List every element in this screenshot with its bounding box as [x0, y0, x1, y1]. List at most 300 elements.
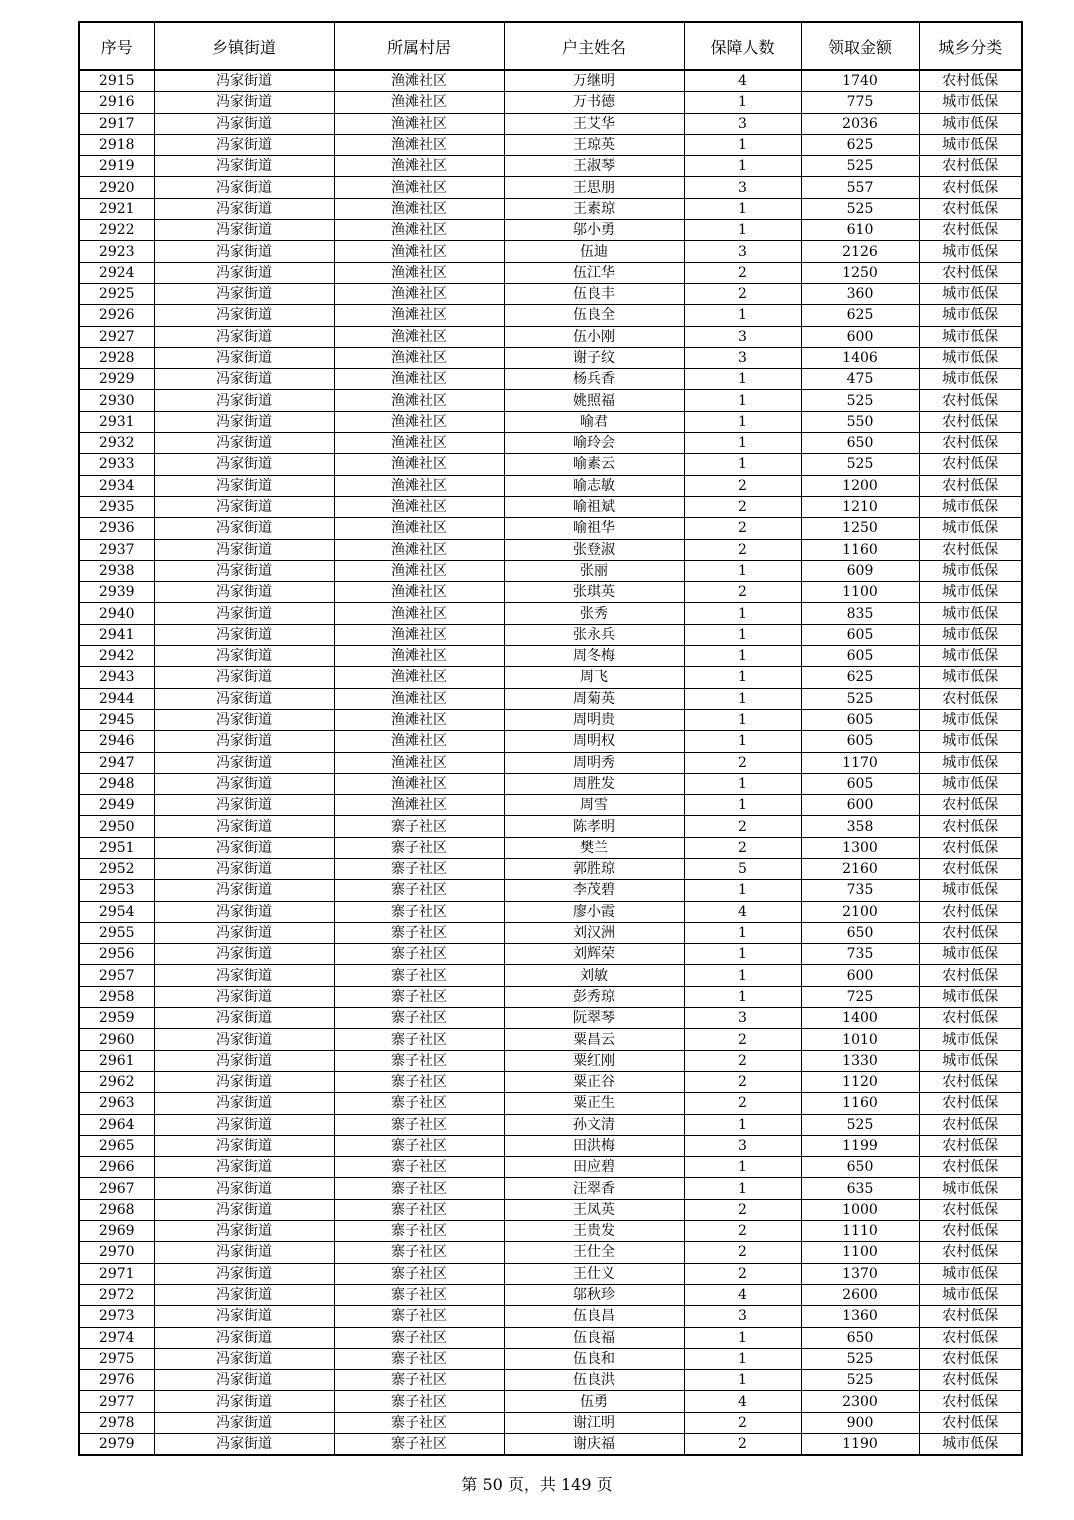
cell-township: 冯家街道: [154, 1284, 334, 1305]
cell-community: 渔滩社区: [334, 688, 504, 709]
table-row: [79, 1008, 1022, 1029]
table-row: [79, 922, 1022, 943]
cell-householder-name: 邬小勇: [504, 220, 684, 241]
cell-amount: 605: [801, 731, 919, 752]
cell-covered-persons: 1: [684, 965, 801, 986]
cell-covered-persons: 1: [684, 922, 801, 943]
cell-householder-name: 廖小霞: [504, 901, 684, 922]
table-row: [79, 880, 1022, 901]
cell-amount: 605: [801, 709, 919, 730]
table-row: [79, 198, 1022, 219]
table-row: [79, 816, 1022, 837]
cell-amount: 1200: [801, 475, 919, 496]
cell-category: 农村低保: [919, 1199, 1022, 1220]
cell-householder-name: 喻祖斌: [504, 496, 684, 517]
cell-covered-persons: 2: [684, 283, 801, 304]
cell-amount: 835: [801, 603, 919, 624]
cell-covered-persons: 4: [684, 901, 801, 922]
cell-covered-persons: 1: [684, 731, 801, 752]
cell-householder-name: 万继明: [504, 70, 684, 92]
cell-community: 寨子社区: [334, 1284, 504, 1305]
cell-category: 农村低保: [919, 1242, 1022, 1263]
cell-serial-number: 2952: [79, 858, 154, 879]
cell-category: 城市低保: [919, 752, 1022, 773]
cell-category: 农村低保: [919, 177, 1022, 198]
welfare-table-container: [78, 21, 1021, 1456]
table-row: [79, 773, 1022, 794]
cell-serial-number: 2919: [79, 156, 154, 177]
table-row: [79, 496, 1022, 517]
cell-category: 农村低保: [919, 965, 1022, 986]
cell-covered-persons: 2: [684, 1071, 801, 1092]
cell-serial-number: 2964: [79, 1114, 154, 1135]
cell-community: 寨子社区: [334, 1199, 504, 1220]
table-row: [79, 1071, 1022, 1092]
table-row: [79, 1263, 1022, 1284]
cell-township: 冯家街道: [154, 539, 334, 560]
cell-amount: 475: [801, 369, 919, 390]
cell-serial-number: 2927: [79, 326, 154, 347]
cell-township: 冯家街道: [154, 411, 334, 432]
cell-township: 冯家街道: [154, 646, 334, 667]
cell-amount: 1250: [801, 262, 919, 283]
table-row: [79, 70, 1022, 92]
cell-serial-number: 2976: [79, 1370, 154, 1391]
cell-householder-name: 伍良全: [504, 305, 684, 326]
cell-community: 寨子社区: [334, 1050, 504, 1071]
table-row: [79, 1412, 1022, 1433]
cell-category: 农村低保: [919, 795, 1022, 816]
cell-amount: 525: [801, 1114, 919, 1135]
cell-amount: 609: [801, 560, 919, 581]
cell-amount: 550: [801, 411, 919, 432]
cell-community: 渔滩社区: [334, 603, 504, 624]
cell-amount: 600: [801, 965, 919, 986]
cell-covered-persons: 1: [684, 411, 801, 432]
cell-community: 渔滩社区: [334, 113, 504, 134]
cell-householder-name: 陈孝明: [504, 816, 684, 837]
cell-serial-number: 2960: [79, 1029, 154, 1050]
cell-householder-name: 谢子纹: [504, 347, 684, 368]
cell-township: 冯家街道: [154, 454, 334, 475]
cell-amount: 1100: [801, 1242, 919, 1263]
cell-serial-number: 2935: [79, 496, 154, 517]
cell-covered-persons: 1: [684, 1114, 801, 1135]
table-row: [79, 220, 1022, 241]
cell-householder-name: 王素琼: [504, 198, 684, 219]
cell-category: 农村低保: [919, 475, 1022, 496]
cell-covered-persons: 1: [684, 305, 801, 326]
cell-community: 渔滩社区: [334, 92, 504, 113]
table-row: [79, 1391, 1022, 1412]
cell-township: 冯家街道: [154, 326, 334, 347]
cell-township: 冯家街道: [154, 1327, 334, 1348]
cell-amount: 735: [801, 944, 919, 965]
cell-covered-persons: 2: [684, 1199, 801, 1220]
cell-community: 渔滩社区: [334, 518, 504, 539]
cell-amount: 525: [801, 454, 919, 475]
cell-township: 冯家街道: [154, 986, 334, 1007]
cell-category: 城市低保: [919, 283, 1022, 304]
cell-householder-name: 伍良丰: [504, 283, 684, 304]
cell-community: 渔滩社区: [334, 773, 504, 794]
cell-community: 渔滩社区: [334, 646, 504, 667]
cell-amount: 525: [801, 390, 919, 411]
cell-amount: 1330: [801, 1050, 919, 1071]
cell-covered-persons: 2: [684, 1263, 801, 1284]
cell-category: 城市低保: [919, 944, 1022, 965]
cell-category: 农村低保: [919, 1327, 1022, 1348]
cell-householder-name: 王凤英: [504, 1199, 684, 1220]
cell-serial-number: 2954: [79, 901, 154, 922]
cell-township: 冯家街道: [154, 1093, 334, 1114]
cell-serial-number: 2975: [79, 1348, 154, 1369]
cell-category: 城市低保: [919, 1263, 1022, 1284]
cell-community: 寨子社区: [334, 1434, 504, 1456]
cell-covered-persons: 4: [684, 70, 801, 92]
cell-amount: 557: [801, 177, 919, 198]
cell-amount: 525: [801, 156, 919, 177]
table-row: [79, 1114, 1022, 1135]
table-row: [79, 709, 1022, 730]
cell-householder-name: 伍小刚: [504, 326, 684, 347]
table-row: [79, 1434, 1022, 1456]
cell-amount: 1400: [801, 1008, 919, 1029]
header-community: 所属村居: [334, 22, 504, 70]
cell-community: 寨子社区: [334, 816, 504, 837]
cell-covered-persons: 1: [684, 624, 801, 645]
cell-covered-persons: 2: [684, 539, 801, 560]
cell-serial-number: 2936: [79, 518, 154, 539]
cell-serial-number: 2941: [79, 624, 154, 645]
table-row: [79, 1327, 1022, 1348]
cell-township: 冯家街道: [154, 1029, 334, 1050]
cell-township: 冯家街道: [154, 1008, 334, 1029]
cell-covered-persons: 3: [684, 1135, 801, 1156]
cell-community: 寨子社区: [334, 922, 504, 943]
cell-householder-name: 王仕全: [504, 1242, 684, 1263]
cell-householder-name: 孙文清: [504, 1114, 684, 1135]
cell-amount: 360: [801, 283, 919, 304]
cell-category: 城市低保: [919, 1284, 1022, 1305]
cell-householder-name: 伍勇: [504, 1391, 684, 1412]
cell-category: 城市低保: [919, 1434, 1022, 1456]
cell-covered-persons: 1: [684, 1178, 801, 1199]
table-row: [79, 1284, 1022, 1305]
cell-serial-number: 2938: [79, 560, 154, 581]
cell-township: 冯家街道: [154, 901, 334, 922]
cell-covered-persons: 2: [684, 1242, 801, 1263]
cell-covered-persons: 1: [684, 944, 801, 965]
cell-category: 农村低保: [919, 390, 1022, 411]
cell-township: 冯家街道: [154, 1050, 334, 1071]
cell-householder-name: 周明权: [504, 731, 684, 752]
cell-community: 渔滩社区: [334, 134, 504, 155]
table-body: [79, 70, 1022, 1455]
table-row: [79, 518, 1022, 539]
cell-category: 城市低保: [919, 582, 1022, 603]
cell-amount: 1370: [801, 1263, 919, 1284]
cell-serial-number: 2974: [79, 1327, 154, 1348]
cell-community: 渔滩社区: [334, 369, 504, 390]
header-amount: 领取金额: [801, 22, 919, 70]
cell-householder-name: 伍迪: [504, 241, 684, 262]
cell-category: 城市低保: [919, 773, 1022, 794]
cell-community: 渔滩社区: [334, 539, 504, 560]
table-row: [79, 667, 1022, 688]
cell-township: 冯家街道: [154, 177, 334, 198]
header-householder-name: 户主姓名: [504, 22, 684, 70]
table-row: [79, 1306, 1022, 1327]
cell-householder-name: 谢江明: [504, 1412, 684, 1433]
cell-amount: 600: [801, 795, 919, 816]
cell-householder-name: 王贵发: [504, 1221, 684, 1242]
cell-amount: 625: [801, 667, 919, 688]
cell-category: 城市低保: [919, 347, 1022, 368]
header-serial-number: 序号: [79, 22, 154, 70]
cell-householder-name: 刘敏: [504, 965, 684, 986]
cell-township: 冯家街道: [154, 92, 334, 113]
cell-category: 城市低保: [919, 134, 1022, 155]
cell-category: 农村低保: [919, 922, 1022, 943]
cell-category: 城市低保: [919, 496, 1022, 517]
cell-serial-number: 2953: [79, 880, 154, 901]
cell-householder-name: 周明贵: [504, 709, 684, 730]
cell-householder-name: 王仕义: [504, 1263, 684, 1284]
table-row: [79, 1050, 1022, 1071]
table-row: [79, 944, 1022, 965]
table-row: [79, 1242, 1022, 1263]
cell-township: 冯家街道: [154, 496, 334, 517]
cell-amount: 1190: [801, 1434, 919, 1456]
cell-category: 农村低保: [919, 262, 1022, 283]
cell-township: 冯家街道: [154, 773, 334, 794]
cell-householder-name: 王思朋: [504, 177, 684, 198]
cell-covered-persons: 4: [684, 1391, 801, 1412]
cell-community: 渔滩社区: [334, 475, 504, 496]
cell-community: 寨子社区: [334, 944, 504, 965]
cell-category: 农村低保: [919, 1157, 1022, 1178]
cell-township: 冯家街道: [154, 283, 334, 304]
cell-township: 冯家街道: [154, 1135, 334, 1156]
cell-community: 渔滩社区: [334, 496, 504, 517]
cell-community: 寨子社区: [334, 1263, 504, 1284]
header-covered-persons: 保障人数: [684, 22, 801, 70]
cell-township: 冯家街道: [154, 965, 334, 986]
cell-covered-persons: 1: [684, 1348, 801, 1369]
cell-serial-number: 2917: [79, 113, 154, 134]
cell-householder-name: 樊兰: [504, 837, 684, 858]
cell-serial-number: 2931: [79, 411, 154, 432]
cell-community: 渔滩社区: [334, 283, 504, 304]
table-row: [79, 390, 1022, 411]
cell-covered-persons: 3: [684, 347, 801, 368]
cell-householder-name: 王艾华: [504, 113, 684, 134]
cell-serial-number: 2947: [79, 752, 154, 773]
cell-township: 冯家街道: [154, 134, 334, 155]
cell-community: 渔滩社区: [334, 177, 504, 198]
cell-amount: 1170: [801, 752, 919, 773]
cell-category: 农村低保: [919, 1135, 1022, 1156]
cell-community: 渔滩社区: [334, 752, 504, 773]
cell-householder-name: 伍良洪: [504, 1370, 684, 1391]
cell-township: 冯家街道: [154, 241, 334, 262]
cell-category: 农村低保: [919, 901, 1022, 922]
cell-serial-number: 2920: [79, 177, 154, 198]
cell-covered-persons: 3: [684, 113, 801, 134]
cell-covered-persons: 1: [684, 390, 801, 411]
cell-amount: 525: [801, 1348, 919, 1369]
cell-covered-persons: 2: [684, 262, 801, 283]
cell-covered-persons: 2: [684, 1093, 801, 1114]
cell-serial-number: 2942: [79, 646, 154, 667]
cell-householder-name: 杨兵香: [504, 369, 684, 390]
cell-householder-name: 张琪英: [504, 582, 684, 603]
cell-serial-number: 2958: [79, 986, 154, 1007]
cell-householder-name: 彭秀琼: [504, 986, 684, 1007]
cell-category: 城市低保: [919, 986, 1022, 1007]
table-row: [79, 1093, 1022, 1114]
cell-covered-persons: 3: [684, 326, 801, 347]
cell-serial-number: 2925: [79, 283, 154, 304]
cell-serial-number: 2945: [79, 709, 154, 730]
cell-township: 冯家街道: [154, 1114, 334, 1135]
cell-amount: 1300: [801, 837, 919, 858]
table-row: [79, 241, 1022, 262]
cell-community: 寨子社区: [334, 1093, 504, 1114]
cell-amount: 2300: [801, 1391, 919, 1412]
cell-community: 寨子社区: [334, 1412, 504, 1433]
cell-covered-persons: 1: [684, 986, 801, 1007]
cell-serial-number: 2918: [79, 134, 154, 155]
cell-community: 寨子社区: [334, 880, 504, 901]
cell-householder-name: 喻祖华: [504, 518, 684, 539]
cell-serial-number: 2977: [79, 1391, 154, 1412]
cell-township: 冯家街道: [154, 858, 334, 879]
cell-covered-persons: 1: [684, 560, 801, 581]
cell-category: 城市低保: [919, 518, 1022, 539]
cell-township: 冯家街道: [154, 347, 334, 368]
cell-covered-persons: 1: [684, 795, 801, 816]
cell-amount: 650: [801, 433, 919, 454]
cell-category: 农村低保: [919, 539, 1022, 560]
cell-community: 渔滩社区: [334, 220, 504, 241]
cell-serial-number: 2930: [79, 390, 154, 411]
cell-serial-number: 2956: [79, 944, 154, 965]
cell-category: 农村低保: [919, 1306, 1022, 1327]
cell-serial-number: 2971: [79, 1263, 154, 1284]
cell-covered-persons: 2: [684, 837, 801, 858]
cell-covered-persons: 1: [684, 773, 801, 794]
cell-covered-persons: 1: [684, 454, 801, 475]
cell-amount: 900: [801, 1412, 919, 1433]
cell-township: 冯家街道: [154, 944, 334, 965]
table-row: [79, 837, 1022, 858]
cell-amount: 605: [801, 624, 919, 645]
cell-serial-number: 2972: [79, 1284, 154, 1305]
cell-covered-persons: 1: [684, 1327, 801, 1348]
cell-amount: 600: [801, 326, 919, 347]
cell-serial-number: 2944: [79, 688, 154, 709]
table-row: [79, 965, 1022, 986]
cell-householder-name: 周胜发: [504, 773, 684, 794]
cell-community: 寨子社区: [334, 901, 504, 922]
cell-amount: 2600: [801, 1284, 919, 1305]
cell-serial-number: 2961: [79, 1050, 154, 1071]
cell-amount: 650: [801, 1157, 919, 1178]
cell-serial-number: 2923: [79, 241, 154, 262]
cell-township: 冯家街道: [154, 369, 334, 390]
cell-community: 渔滩社区: [334, 667, 504, 688]
cell-community: 渔滩社区: [334, 560, 504, 581]
cell-householder-name: 姚照福: [504, 390, 684, 411]
cell-community: 渔滩社区: [334, 156, 504, 177]
cell-amount: 635: [801, 1178, 919, 1199]
cell-community: 寨子社区: [334, 1370, 504, 1391]
cell-township: 冯家街道: [154, 305, 334, 326]
table-row: [79, 283, 1022, 304]
cell-householder-name: 伍良福: [504, 1327, 684, 1348]
cell-householder-name: 郭胜琼: [504, 858, 684, 879]
welfare-table: [78, 21, 1023, 1456]
cell-householder-name: 粟正谷: [504, 1071, 684, 1092]
cell-township: 冯家街道: [154, 1370, 334, 1391]
cell-category: 城市低保: [919, 560, 1022, 581]
cell-serial-number: 2962: [79, 1071, 154, 1092]
cell-amount: 650: [801, 1327, 919, 1348]
cell-serial-number: 2948: [79, 773, 154, 794]
cell-householder-name: 田应碧: [504, 1157, 684, 1178]
cell-householder-name: 粟正生: [504, 1093, 684, 1114]
cell-category: 农村低保: [919, 198, 1022, 219]
cell-category: 农村低保: [919, 837, 1022, 858]
cell-serial-number: 2967: [79, 1178, 154, 1199]
cell-covered-persons: 2: [684, 1029, 801, 1050]
cell-covered-persons: 1: [684, 688, 801, 709]
cell-covered-persons: 1: [684, 369, 801, 390]
cell-householder-name: 粟红刚: [504, 1050, 684, 1071]
cell-amount: 775: [801, 92, 919, 113]
cell-serial-number: 2979: [79, 1434, 154, 1456]
cell-amount: 625: [801, 305, 919, 326]
cell-serial-number: 2959: [79, 1008, 154, 1029]
cell-householder-name: 张秀: [504, 603, 684, 624]
table-row: [79, 901, 1022, 922]
cell-category: 农村低保: [919, 70, 1022, 92]
cell-amount: 1100: [801, 582, 919, 603]
cell-covered-persons: 2: [684, 496, 801, 517]
cell-category: 农村低保: [919, 1348, 1022, 1369]
cell-amount: 625: [801, 134, 919, 155]
cell-serial-number: 2934: [79, 475, 154, 496]
cell-covered-persons: 4: [684, 1284, 801, 1305]
cell-householder-name: 周菊英: [504, 688, 684, 709]
cell-category: 农村低保: [919, 454, 1022, 475]
cell-serial-number: 2966: [79, 1157, 154, 1178]
cell-amount: 725: [801, 986, 919, 1007]
cell-township: 冯家街道: [154, 731, 334, 752]
cell-community: 渔滩社区: [334, 305, 504, 326]
cell-serial-number: 2937: [79, 539, 154, 560]
cell-category: 城市低保: [919, 1029, 1022, 1050]
cell-township: 冯家街道: [154, 475, 334, 496]
cell-amount: 605: [801, 646, 919, 667]
cell-amount: 358: [801, 816, 919, 837]
cell-community: 渔滩社区: [334, 347, 504, 368]
table-row: [79, 1221, 1022, 1242]
cell-community: 寨子社区: [334, 965, 504, 986]
cell-covered-persons: 2: [684, 752, 801, 773]
